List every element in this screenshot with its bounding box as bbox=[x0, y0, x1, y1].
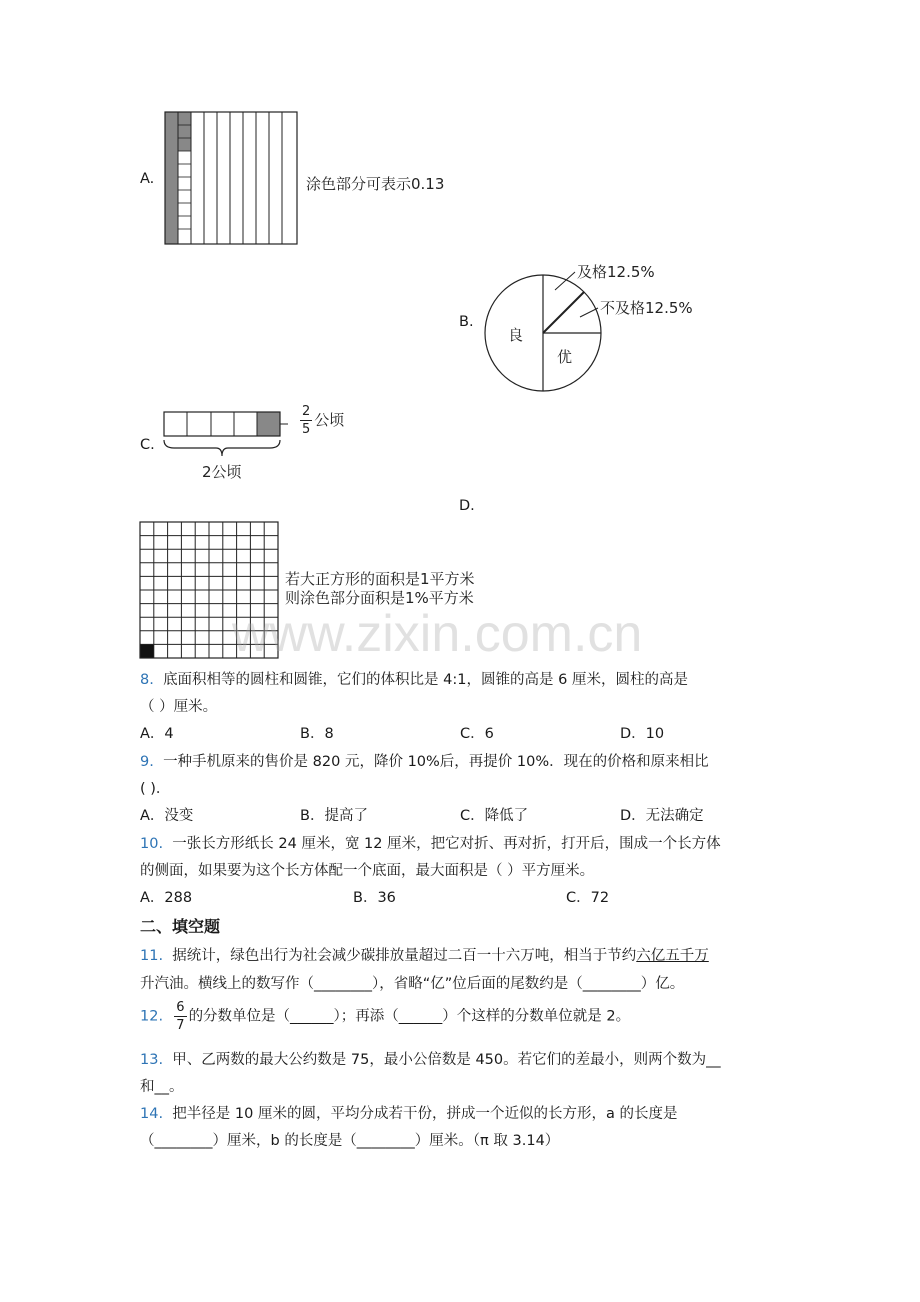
q11-underlined-number: 六亿五千万 bbox=[636, 948, 709, 964]
q13-number: 13. bbox=[140, 1052, 164, 1068]
option-c-label: C. bbox=[140, 437, 155, 453]
watermark: www.zixin.com.cn bbox=[232, 605, 643, 663]
q12-number: 12. bbox=[140, 1008, 164, 1025]
shaded-part bbox=[257, 412, 280, 436]
q9-option-a[interactable]: A．没变 bbox=[140, 808, 194, 824]
brace-icon bbox=[164, 440, 280, 456]
q9-number: 9. bbox=[140, 754, 154, 770]
option-c-unit: 公顷 bbox=[314, 411, 345, 429]
q8-line-2: （ ）厘米。 bbox=[140, 699, 218, 715]
option-b-label: B. bbox=[459, 314, 474, 330]
shaded-cells bbox=[178, 112, 191, 151]
q9-line-2: ( )． bbox=[140, 781, 171, 797]
q8-option-b[interactable]: B．8 bbox=[300, 726, 334, 742]
shaded-column bbox=[165, 112, 178, 244]
option-d-caption-2: 则涂色部分面积是1%平方米 bbox=[285, 589, 474, 607]
option-c-total: 2公顷 bbox=[202, 463, 242, 481]
q14-line-1: 14. 把半径是 10 厘米的圆，平均分成若干份，拼成一个近似的长方形，a 的长度是 bbox=[140, 1106, 678, 1122]
section-2-title: 二、填空题 bbox=[140, 917, 221, 936]
q9-line-1: 9. 一种手机原来的售价是 820 元，降价 10%后，再提价 10%．现在的价格和原来相比 bbox=[140, 754, 709, 770]
q14-line-2: （________）厘米，b 的长度是（________）厘米。（π 取 3.14） bbox=[140, 1133, 560, 1149]
q8-line-1: 8. 底面积相等的圆柱和圆锥，它们的体积比是 4:1，圆锥的高是 6 厘米，圆柱的高是 bbox=[140, 672, 688, 688]
q14-number: 14. bbox=[140, 1106, 164, 1122]
pie-label-good: 良 bbox=[508, 326, 524, 344]
option-d-caption-1: 若大正方形的面积是1平方米 bbox=[285, 570, 475, 588]
q12-fraction: $\frac{6}{7}$ bbox=[176, 1000, 185, 1033]
pie-label-pass: 及格12.5% bbox=[577, 263, 655, 281]
q8-option-c[interactable]: C．6 bbox=[460, 726, 494, 742]
q10-option-c[interactable]: C．72 bbox=[566, 890, 610, 906]
q11-number: 11. bbox=[140, 948, 164, 964]
q11-line-1: 11. 据统计，绿色出行为社会减少碳排放量超过二百一十六万吨，相当于节约六亿五千万 bbox=[140, 948, 709, 964]
q13-line-1: 13. 甲、乙两数的最大公约数是 75，最小公倍数是 450。若它们的差最小，则两个数为__ bbox=[140, 1052, 721, 1068]
q9-option-b[interactable]: B．提高了 bbox=[300, 808, 368, 824]
q9-option-d[interactable]: D．无法确定 bbox=[620, 808, 704, 824]
q8-option-a[interactable]: A．4 bbox=[140, 726, 174, 742]
option-c-fraction: $\frac{2}{5}$ 公顷 bbox=[302, 404, 345, 437]
q8-option-d[interactable]: D．10 bbox=[620, 726, 665, 742]
option-a-figure bbox=[163, 110, 299, 246]
option-d-label: D. bbox=[459, 498, 475, 514]
option-c-figure bbox=[160, 408, 290, 464]
option-a-label: A. bbox=[140, 171, 155, 187]
q11-line-2: 升汽油。横线上的数写作（________），省略“亿”位后面的尾数约是（________）亿。 bbox=[140, 976, 685, 992]
shaded-cell bbox=[140, 644, 154, 658]
q10-option-b[interactable]: B．36 bbox=[353, 890, 396, 906]
option-a-caption: 涂色部分可表示0.13 bbox=[306, 175, 445, 193]
q12-line: 12. $\frac{6}{7}$ 的分数单位是（______）；再添（______）个这样的分数单位就是 2。 bbox=[140, 1000, 631, 1033]
q10-option-a[interactable]: A．288 bbox=[140, 890, 193, 906]
pie-label-fail: 不及格12.5% bbox=[600, 299, 693, 317]
q10-line-1: 10. 一张长方形纸长 24 厘米，宽 12 厘米，把它对折、再对折，打开后，围成一个长方体 bbox=[140, 836, 721, 852]
q10-line-2: 的侧面，如果要为这个长方体配一个底面，最大面积是（ ）平方厘米。 bbox=[140, 863, 595, 879]
option-b-pie-chart bbox=[480, 270, 610, 400]
q9-option-c[interactable]: C．降低了 bbox=[460, 808, 529, 824]
q8-number: 8. bbox=[140, 672, 154, 688]
q10-number: 10. bbox=[140, 836, 164, 852]
pie-label-excellent: 优 bbox=[557, 348, 573, 366]
q13-line-2: 和__。 bbox=[140, 1079, 184, 1095]
